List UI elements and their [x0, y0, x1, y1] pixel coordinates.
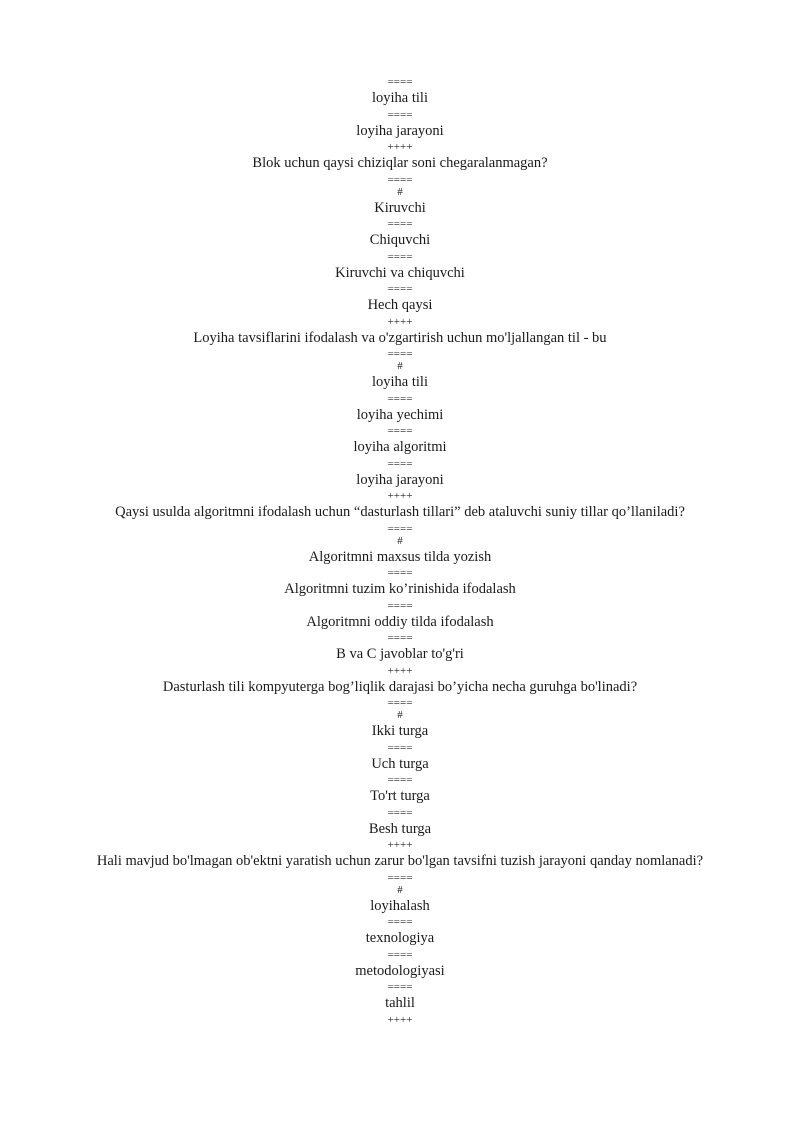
separator-marker: ==== [387, 425, 413, 437]
text-line: loyiha yechimi [356, 406, 444, 423]
text-line: loyiha tili [372, 90, 428, 106]
text-line: Algoritmni tuzim ko’rinishida ifodalash [284, 581, 516, 597]
text-line: loyihalash [370, 897, 430, 914]
separator-marker: ==== [387, 218, 413, 230]
separator-marker: ++++ [387, 839, 413, 851]
separator-marker: ==== [387, 522, 413, 535]
separator-marker: # [397, 883, 403, 896]
separator-marker: ==== [387, 806, 413, 819]
separator-marker: ==== [387, 392, 413, 405]
text-line: texnologiya [365, 930, 435, 946]
text-line: Hech qaysi [367, 297, 433, 313]
text-line: To'rt turga [370, 788, 430, 804]
text-line: Blok uchun qaysi chiziqlar soni chegaralanmagan? [252, 155, 548, 171]
separator-marker: # [397, 534, 403, 547]
separator-marker: ==== [387, 250, 413, 263]
separator-marker: ==== [387, 741, 413, 754]
document-page [0, 76, 800, 1026]
text-line: Algoritmni maxsus tilda yozish [308, 548, 492, 565]
separator-marker: ++++ [387, 664, 413, 677]
text-line: Algoritmni oddiy tilda ifodalash [306, 613, 494, 630]
separator-marker: # [397, 360, 403, 372]
text-line: Dasturlash tili kompyuterga bog’liqlik darajasi bo’yicha necha guruhga bo'linadi? [162, 678, 638, 695]
text-line: Uch turga [371, 755, 429, 772]
separator-marker: ++++ [387, 315, 413, 328]
separator-marker: ==== [387, 173, 413, 186]
separator-marker: ++++ [387, 490, 413, 502]
separator-marker: ==== [387, 697, 413, 709]
text-line: Besh turga [368, 820, 432, 837]
separator-marker: ++++ [387, 1013, 413, 1026]
text-line: loyiha algoritmi [353, 439, 447, 455]
text-line: Qaysi usulda algoritmni ifodalash uchun “dasturlash tillari” deb ataluvchi suniy tillar qo’llaniladi? [115, 504, 685, 520]
separator-marker: ==== [387, 948, 413, 961]
text-line: Kiruvchi [374, 199, 426, 216]
text-line: Chiquvchi [369, 232, 431, 248]
text-line: loyiha jarayoni [356, 471, 444, 488]
text-line: metodologiyasi [355, 962, 445, 979]
separator-marker: ==== [387, 348, 413, 360]
text-line: loyiha tili [372, 374, 428, 390]
separator-marker: ==== [387, 774, 413, 786]
separator-marker: ==== [387, 283, 413, 295]
separator-marker: # [397, 185, 403, 198]
text-line: loyiha jarayoni [356, 122, 444, 139]
separator-marker: # [397, 709, 403, 721]
separator-marker: ==== [387, 871, 413, 884]
separator-marker: ==== [387, 567, 413, 579]
separator-marker: ++++ [387, 141, 413, 153]
separator-marker: ==== [387, 599, 413, 612]
separator-marker: ==== [387, 916, 413, 928]
separator-marker: ==== [387, 457, 413, 470]
separator-marker: ==== [387, 108, 413, 121]
separator-marker: ==== [387, 632, 413, 644]
text-line: Loyiha tavsiflarini ifodalash va o'zgartirish uchun mo'ljallangan til - bu [193, 329, 607, 346]
text-line: B va C javoblar to'g'ri [336, 646, 464, 662]
text-line: Kiruvchi va chiquvchi [335, 264, 465, 281]
separator-marker: ==== [387, 981, 413, 993]
text-line: Hali mavjud bo'lmagan ob'ektni yaratish uchun zarur bo'lgan tavsifni tuzish jarayoni qanday nomlanadi? [96, 853, 704, 869]
separator-marker: ==== [387, 76, 413, 88]
text-line: tahlil [385, 995, 415, 1011]
text-line: Ikki turga [371, 723, 429, 739]
